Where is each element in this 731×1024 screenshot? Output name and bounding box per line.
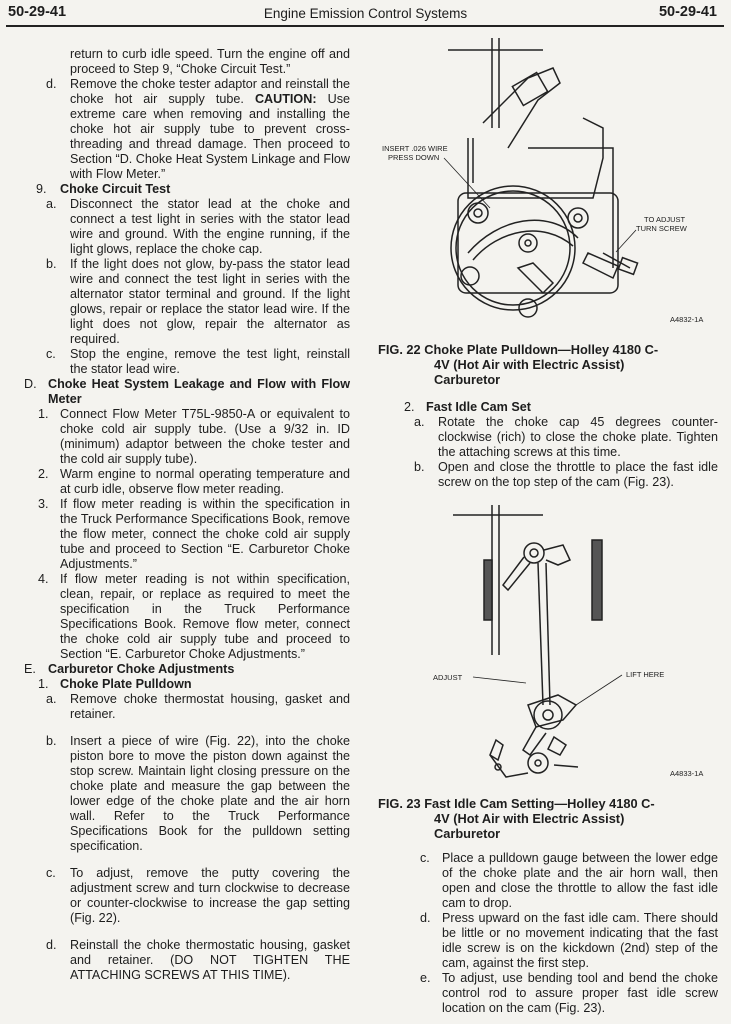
step-label: b. xyxy=(46,257,57,271)
step-label: a. xyxy=(46,692,57,706)
fig23-caption-line3: Carburetor xyxy=(434,826,501,841)
step-label: b. xyxy=(414,460,425,474)
paragraph-continuation xyxy=(70,47,350,77)
section-choke-circuit-test xyxy=(36,182,350,197)
step-label: c. xyxy=(420,851,430,865)
step-4-not-within-spec xyxy=(38,572,350,662)
step-label: c. xyxy=(46,347,56,361)
section-heading: Choke Heat System Leakage and Flow with Flow Meter xyxy=(48,377,350,406)
step-d-remove-tester xyxy=(46,77,351,182)
step-e-bend-rod xyxy=(420,971,718,1016)
step-d-press-upward xyxy=(420,911,718,971)
step-a-disconnect-stator xyxy=(46,197,350,257)
step-c-adjust-screw xyxy=(46,866,350,926)
section-heading: Choke Circuit Test xyxy=(60,182,171,196)
figure-22-caption xyxy=(378,342,718,387)
paragraph-text xyxy=(70,77,350,182)
step-label: 1. xyxy=(38,677,49,691)
fig23-label-lift-here: LIFT HERE xyxy=(626,670,665,679)
step-label: 9. xyxy=(36,182,47,196)
right-column-middle xyxy=(378,400,718,490)
step-label: a. xyxy=(46,197,57,211)
page-header-title: Engine Emission Control Systems xyxy=(263,6,468,21)
paragraph-text: Rotate the choke cap 45 degrees counter-clockwise (rich) to close the choke plate. Tighten the attaching screws at this time. xyxy=(438,415,718,459)
step-2-warm-engine xyxy=(38,467,350,497)
subsection-fast-idle-cam-set xyxy=(404,400,718,415)
step-label: 2. xyxy=(404,400,415,414)
step-b-open-close-throttle xyxy=(414,460,718,490)
step-b-bypass-stator xyxy=(46,257,350,347)
paragraph-text: Remove choke thermostat housing, gasket and retainer. xyxy=(70,692,350,721)
page-number-right: 50-29-41 xyxy=(658,4,717,20)
step-label: e. xyxy=(420,971,431,985)
right-column-bottom xyxy=(378,851,718,1016)
paragraph-text: If the light does not glow, by-pass the stator lead wire and connect the test light in series with the alternator stator terminal and ground. If the light glows, repair or replace the stator lead wire. If the light does not glow, repair the alternator as required. xyxy=(70,257,350,346)
paragraph-text: Warm engine to normal operating temperature and at curb idle, observe flow meter reading. xyxy=(60,467,350,496)
figure-23-fast-idle-cam xyxy=(378,505,718,790)
step-label: d. xyxy=(46,938,57,952)
fig22-label-turn-screw: TURN SCREW xyxy=(636,224,687,233)
paragraph-text: If flow meter reading is within the specification in the Truck Performance Specifications Book, remove the flow meter, connect the choke cold air supply tube and proceed to Section “E. Carburetor Choke Adjustments.” xyxy=(60,497,350,571)
subsection-choke-plate-pulldown xyxy=(38,677,350,692)
step-a-remove-housing xyxy=(46,692,350,722)
section-label: D. xyxy=(24,377,37,391)
section-heading: Choke Plate Pulldown xyxy=(60,677,192,691)
step-label: d. xyxy=(46,77,57,91)
page-number-left: 50-29-41 xyxy=(8,4,67,20)
paragraph-text: If flow meter reading is not within specification, clean, repair, or replace as required to meet the specification in the Truck Performance Specifications Book. Remove flow meter, connect the choke cold air supply tube and proceed to Section “E. Carburetor Choke Adjustments.” xyxy=(60,572,350,661)
fig22-caption-number: FIG. 22 xyxy=(378,342,421,357)
fig22-caption-line3: Carburetor xyxy=(434,372,501,387)
paragraph-text: Connect Flow Meter T75L-9850-A or equivalent to choke cold air supply tube. (Use a 9/32 in. ID (minimum) adaptor between the choke tester and the cold air supply tube). xyxy=(60,407,350,466)
step-3-within-spec xyxy=(38,497,350,572)
step-d-reinstall-housing xyxy=(46,938,350,983)
paragraph-text: To adjust, use bending tool and bend the choke control rod to assure proper fast idle screw location on the cam (Fig. 23). xyxy=(442,971,718,1015)
step-label: b. xyxy=(46,734,57,748)
section-label: E. xyxy=(24,662,36,676)
paragraph-text-main: Remove the choke tester adaptor and reinstall the choke hot air supply tube. xyxy=(70,77,350,106)
fig23-caption-line2: 4V (Hot Air with Electric Assist) xyxy=(434,811,625,826)
figure-22-drawing xyxy=(378,38,718,328)
section-heading: Fast Idle Cam Set xyxy=(426,400,531,414)
fig22-code: A4832-1A xyxy=(670,315,704,324)
paragraph-text: Insert a piece of wire (Fig. 22), into the choke piston bore to move the piston down against the stop screw. Maintain light closing pressure on the choke plate and measure the gap between the lower edge of the choke plate and the air horn wall. Refer to the Truck Performance Specifications Book for the pulldown setting specification. xyxy=(70,734,350,853)
paragraph-text: Press upward on the fast idle cam. There should be little or no movement indicating that the fast idle screw is on the kickdown (2nd) step of the cam, against the first step. xyxy=(442,911,718,970)
section-heading: Carburetor Choke Adjustments xyxy=(48,662,235,676)
paragraph-text: return to curb idle speed. Turn the engine off and proceed to Step 9, “Choke Circuit Test.” xyxy=(70,47,350,76)
figure-22-choke-pulldown xyxy=(378,38,718,328)
step-c-stop-engine xyxy=(46,347,350,377)
fig22-label-adjust: TO ADJUST xyxy=(644,215,686,224)
fig23-code: A4833-1A xyxy=(670,769,704,778)
paragraph-text: To adjust, remove the putty covering the adjustment screw and turn clockwise to decrease or counter-clockwise to increase the gap setting (Fig. 22). xyxy=(70,866,350,925)
paragraph-text: Place a pulldown gauge between the lower edge of the choke plate and the air horn wall, then open and close the throttle to allow the fast idle cam to drop. xyxy=(442,851,718,910)
fig22-label-press: PRESS DOWN xyxy=(388,153,440,162)
step-label: d. xyxy=(420,911,431,925)
step-label: 3. xyxy=(38,497,49,511)
paragraph-text: Open and close the throttle to place the fast idle screw on the top step of the cam (Fig. 23). xyxy=(438,460,718,489)
step-label: c. xyxy=(46,866,56,880)
left-column xyxy=(20,47,350,983)
step-c-pulldown-gauge xyxy=(420,851,718,911)
fig23-caption-line1: Fast Idle Cam Setting—Holley 4180 C- xyxy=(424,796,655,811)
step-a-rotate-choke-cap xyxy=(414,415,718,460)
fig22-label-wire: INSERT .026 WIRE xyxy=(382,144,448,153)
section-d-heading xyxy=(24,377,350,407)
step-b-insert-wire xyxy=(46,734,350,854)
paragraph-text: Stop the engine, remove the test light, reinstall the stator lead wire. xyxy=(70,347,350,376)
step-label: 1. xyxy=(38,407,49,421)
step-label: 4. xyxy=(38,572,49,586)
paragraph-text: Disconnect the stator lead at the choke and connect a test light in series with the stator lead wire and ground. With the engine running, if the light glows, replace the choke cap. xyxy=(70,197,350,256)
fig22-caption-line1: Choke Plate Pulldown—Holley 4180 C- xyxy=(424,342,659,357)
step-label: 2. xyxy=(38,467,49,481)
caution-label: CAUTION: xyxy=(254,92,317,106)
step-1-connect-flow-meter xyxy=(38,407,350,467)
caution-text: Use extreme care when removing and installing the choke hot air supply tube to prevent cross-threading and thread damage. Then proceed to Section “D. Choke Heat System Linkage and Flow with Flow Meter.” xyxy=(70,92,351,181)
header-rule xyxy=(6,25,724,27)
figure-23-drawing xyxy=(378,505,718,790)
fig22-caption-line2: 4V (Hot Air with Electric Assist) xyxy=(434,357,625,372)
fig23-caption-number: FIG. 23 xyxy=(378,796,421,811)
fig23-label-adjust: ADJUST xyxy=(433,673,463,682)
section-e-heading xyxy=(24,662,350,677)
paragraph-text: Reinstall the choke thermostatic housing, gasket and retainer. (DO NOT TIGHTEN THE ATTACHING SCREWS AT THIS TIME). xyxy=(70,938,350,982)
figure-23-caption xyxy=(378,796,718,841)
step-label: a. xyxy=(414,415,425,429)
